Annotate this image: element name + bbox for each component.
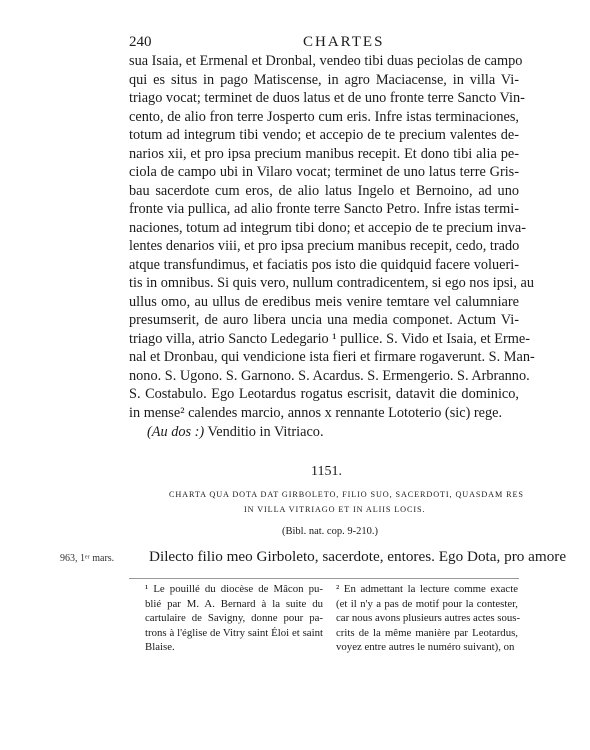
footnote-line: ² En admettant la lecture comme exacte [336,583,518,595]
body-line: totum ad integrum tibi vendo; et accepio de te precium valentes de- [129,127,519,143]
body-line: in mense² calendes marcio, annos x rennante Lototerio (sic) rege. [129,404,503,421]
footnote-line: ¹ Le pouillé du diocèse de Mâcon pu- [145,583,323,595]
body-line: cento, de alio fron terre Josperto cum eris. Infre istas terminaciones, [129,108,519,125]
footnote-rule [129,578,519,579]
footnote-line: (et il n'y a pas de motif pour la contester, [336,597,518,610]
running-title: CHARTES [303,34,385,50]
charter-caption-line2: IN VILLA VITRIAGO ET IN ALIIS LOCIS. [244,505,426,514]
body-line: lentes denarios viii, et pro ipsa precium manibus recepit, cedo, trado [129,238,520,254]
footnote-line: crits de la même manière par Leotardus, [336,626,518,639]
charter-incipit: Dilecto filio meo Girboleto, sacerdote, entores. Ego Dota, pro amore [149,548,567,565]
footnote-line: Blaise. [145,641,175,653]
body-line: presumserit, de auro libera uncia una media componet. Actum Vi- [129,312,519,328]
body-line: atque transfundimus, et faciatis pos isto die quidquid facere volueri- [129,256,519,273]
source-reference: (Bibl. nat. cop. 9-210.) [282,526,378,537]
charter-caption-line1: CHARTA QUA DOTA DAT GIRBOLETO, FILIO SUO, SACERDOTI, QUASDAM RES [169,490,524,499]
body-line: triago vocat; terminet de duos latus et de uno fronte terre Sancto Vin- [129,90,525,106]
body-line: nal et Dronbau, qui vendicione ista fieri et firmare rogaverunt. S. Man- [129,349,535,365]
footnote-line: voyez entre autres le numéro suivant), on [336,641,515,653]
body-line: narios xii, et pro ipsa precium manibus recepit. Et dono tibi alia pe- [129,145,519,162]
dorsal-label: (Au dos :) [147,424,205,440]
footnote-right [336,582,521,655]
page-number: 240 [129,34,152,50]
body-line: fronte via pullica, ad alio fronte terre Sancto Petro. Infre istas termi- [129,201,519,217]
body-line: tis in omnibus. Si quis vero, nullum contradicentem, si ego nos ipsi, au [129,275,535,291]
charter-body-text [129,52,535,422]
body-line: S. Costabulo. Ego Leotardus rogatus escrisit, datavit die dominico, [129,386,519,402]
footnote-line: car nous avons plusieurs autres actes sous- [336,612,521,624]
footnote-line: cartulaire de Savigny, donne pour pa- [145,612,323,624]
footnote-line: blié par M. A. Bernard à la suite du [145,597,323,610]
body-line: qui es situs in pago Matiscense, in agro Maciacense, in villa Vi- [129,71,519,88]
footnote-left [145,582,323,655]
body-line: sua Isaia, et Ermenal et Dronbal, vendeo tibi duas peciolas de campo [129,53,523,69]
body-line: triago villa, atrio Sancto Ledegario ¹ pullice. S. Vido et Isaia, et Erme- [129,330,530,347]
body-line: nono. S. Ugono. S. Garnono. S. Acardus. S. Ermengerio. S. Arbranno. [129,367,530,384]
dorsal-text: Venditio in Vitriaco. [204,424,324,440]
body-line: ciola de campo ubi in Vilaro vocat; terminet de uno latus terre Gris- [129,164,519,180]
margin-date: 963, 1ᵉʳ mars. [60,553,115,564]
footnote-line: trons à l'église de Vitry saint Éloi et saint [145,626,323,639]
body-line: naciones, totum ad integrum tibi dono; et accepio de te precium inva- [129,219,527,236]
body-line: ullus omo, au ullus de eredibus meis venire temtare vel calumniare [129,293,519,310]
dorsal-note [147,424,324,441]
charter-number: 1151. [311,464,342,479]
body-line: bau sacerdote cum eros, de alio latus Ingelo et Bernoino, ad uno [129,182,519,199]
